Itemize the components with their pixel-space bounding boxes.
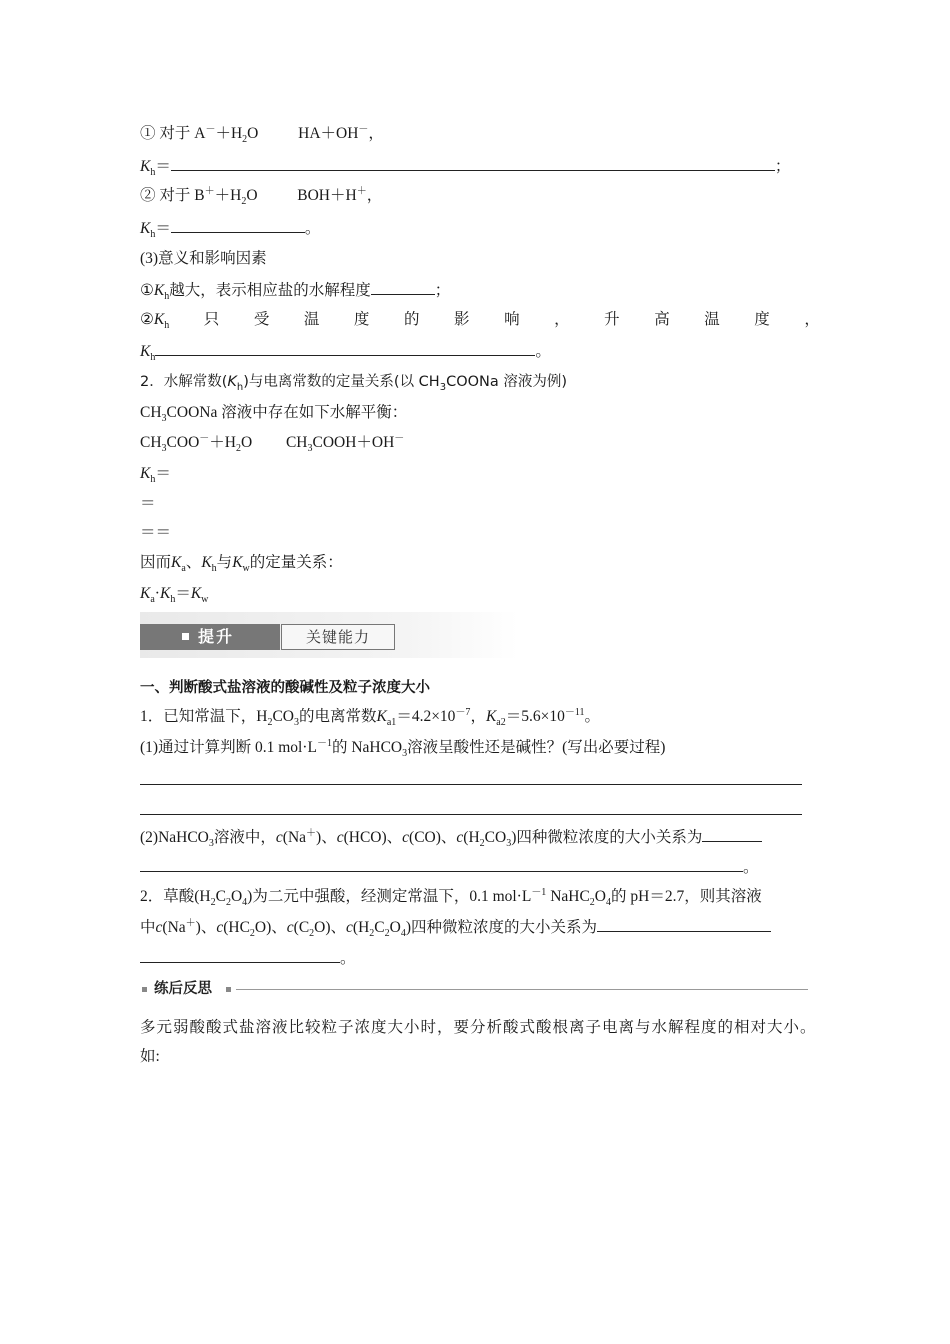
equation-line-1: ① 对于 $A^-+H_2O$ HA＋OH－， [140,123,384,146]
answer-line[interactable] [140,784,802,785]
circle-num: ② [140,187,156,204]
answer-blank[interactable] [155,341,535,356]
kh-line-1: $K_h=$ ； [140,158,791,179]
text-line-equilibrium: $CH_3COONa$ 溶液中存在如下水解平衡： [140,404,408,425]
equals-line-2: ＝＝ [140,524,172,541]
equals-line-1: ＝ [140,495,156,512]
square-icon [142,987,147,992]
answer-line[interactable] [140,814,802,815]
heading-2: 2．水解常数$(K_h)$与电离常数的定量关系(以 $CH_3COONa$ 溶液为例) [140,374,568,393]
equation-line-3: $CH_3COO^-+H_2O$ $CH_3COOH+OH^-$ [140,432,405,455]
section-heading: 一、判断酸式盐溶液的酸碱性及粒子浓度大小 [140,680,430,696]
square-icon [226,987,231,992]
answer-blank[interactable] [140,857,743,872]
answer-blank[interactable] [171,218,305,233]
meaning-line-2: $②K_h$ 只 受 温 度 的 影 响 ， 升 高 温 度 ， [140,311,820,332]
question-2-cont: 中c(Na＋)、$c(HC_2O)$、$c(C_2O)$、$c(H_2C_2O_4)$四种微粒浓度的大小关系为 [140,917,771,938]
relation-formula: $K_a\cdot K_h=K_w$ [140,585,209,606]
question-2: 2．草酸$(H_2C_2O_4)$为二元中强酸，经测定常温下，0.1 $mol\cdot L^{-1}$ $NaHC_2O_4$的 pH＝2.7，则其溶液 [140,886,762,909]
relation-text: 因而$K_a$、$K_h$与$K_w$的定量关系： [140,554,343,575]
reflection-label: 练后反思 [154,981,212,997]
answer-blank[interactable] [171,156,775,171]
divider-line [236,989,808,990]
reflection-paragraph-cont: 如: [140,1048,160,1065]
kh-line-4: $K_h=$ [140,465,171,486]
answer-blank[interactable] [371,280,435,295]
question-1-part-2: (2)NaHCO$_3$溶液中，c(Na＋)、c(HCO)、c(CO)、$c(H_2CO_3)$四种微粒浓度的大小关系为 [140,827,762,848]
square-icon [182,633,189,640]
banner-title: 提升 [198,627,235,646]
kh-line-3: $K_h$ 。 [140,343,551,364]
meaning-line-1: $①K_h$越大，表示相应盐的水解程度 ； [140,282,451,303]
question-1-part-2-cont: 。 [140,857,759,878]
equation-line-2: ② 对于 $B^++H_2O$ BOH＋H＋， [140,185,383,208]
answer-blank[interactable] [140,948,340,963]
reflection-paragraph: 多元弱酸酸式盐溶液比较粒子浓度大小时，要分析酸式酸根离子电离与水解程度的相对大小。 [140,1019,817,1036]
question-2-cont-2: 。 [140,948,356,969]
circle-num: ① [140,125,156,142]
subheading-meaning: (3)意义和影响因素 [140,250,267,267]
answer-blank[interactable] [597,917,771,932]
answer-blank[interactable] [702,827,762,842]
question-1-part-1: (1)通过计算判断 0.1 $mol\cdot L^{-1}$的 NaHCO$_3$溶液呈酸性还是碱性？(写出必要过程) [140,737,666,760]
question-1: 1．已知常温下，$H_2CO_3$的电离常数$K_{a1}=4.2\times 10^{-7}$，$K_{a2}=5.6\times 10^{-11}$。 [140,706,601,729]
kh-line-2: $K_h=$ 。 [140,220,321,241]
banner-subtitle: 关键能力 [281,624,395,650]
